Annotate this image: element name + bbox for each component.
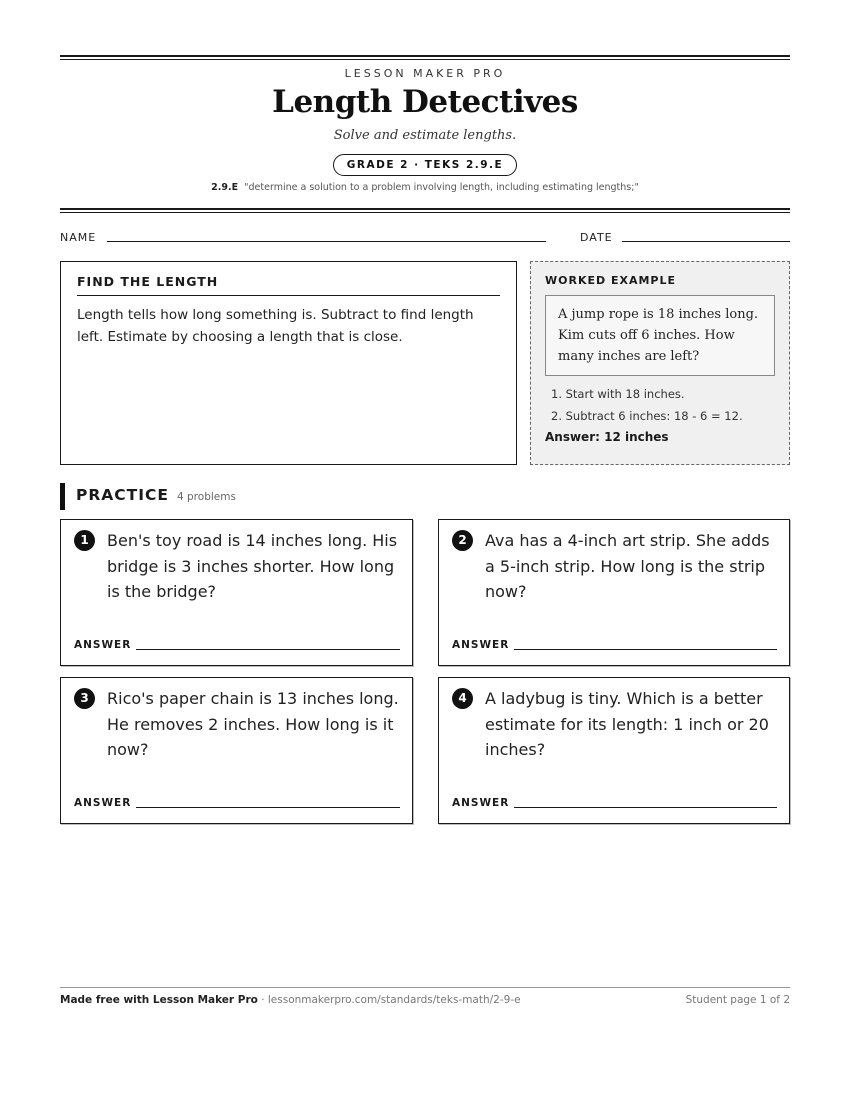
grade-badge-wrap xyxy=(60,153,790,176)
brand-name: LESSON MAKER PRO xyxy=(344,67,506,80)
worked-step: 2. Subtract 6 inches: 18 - 6 = 12. xyxy=(551,409,743,423)
problem-text: Ben's toy road is 14 inches long. His bridge is 3 inches shorter. How long is the bridge? xyxy=(107,531,398,601)
answer-label: ANSWER xyxy=(74,639,132,651)
problem-card xyxy=(60,677,413,824)
concept-box xyxy=(60,261,517,465)
top-double-rule xyxy=(60,55,790,60)
header-bottom-rule xyxy=(60,208,790,213)
date-label: DATE xyxy=(580,231,613,244)
footer-credit xyxy=(60,994,521,1006)
worked-example-problem: A jump rope is 18 inches long. Kim cuts off 6 inches. How many inches are left? xyxy=(545,295,775,376)
worksheet-subtitle: Solve and estimate lengths. xyxy=(333,128,517,143)
answer-label: ANSWER xyxy=(452,797,510,809)
practice-count: 4 problems xyxy=(177,491,236,503)
problem-number: 1 xyxy=(74,530,95,551)
problem-text: Ava has a 4-inch art strip. She adds a 5-inch strip. How long is the strip now? xyxy=(485,531,770,601)
worked-example-answer: Answer: 12 inches xyxy=(545,430,669,444)
answer-field[interactable] xyxy=(136,807,400,808)
worksheet-page xyxy=(60,0,790,1100)
concept-body: Length tells how long something is. Subtract to find length left. Estimate by choosing a length that is close. xyxy=(77,307,474,345)
answer-label: ANSWER xyxy=(74,797,132,809)
worked-step: 1. Start with 18 inches. xyxy=(551,387,685,401)
practice-heading: PRACTICE xyxy=(76,486,169,504)
worked-example-box xyxy=(530,261,790,465)
problem-text: A ladybug is tiny. Which is a better estimate for its length: 1 inch or 20 inches? xyxy=(485,689,769,759)
problem-card xyxy=(60,519,413,666)
worked-example-heading: WORKED EXAMPLE xyxy=(545,274,676,287)
footer-made-with: Made free with Lesson Maker Pro xyxy=(60,994,258,1006)
standard-code: 2.9.E xyxy=(211,182,239,193)
worksheet-title: Length Detectives xyxy=(272,84,578,120)
problem-text: Rico's paper chain is 13 inches long. He removes 2 inches. How long is it now? xyxy=(107,689,399,759)
worked-example-steps xyxy=(545,383,775,427)
standard-text: "determine a solution to a problem involving length, including estimating lengths;" xyxy=(244,182,639,193)
grade-badge: GRADE 2 · TEKS 2.9.E xyxy=(333,154,517,176)
name-field[interactable] xyxy=(107,241,546,242)
problem-number: 2 xyxy=(452,530,473,551)
concept-heading: FIND THE LENGTH xyxy=(77,274,500,296)
standard-line xyxy=(60,182,790,193)
footer-page-number: Student page 1 of 2 xyxy=(685,994,790,1006)
problem-number: 4 xyxy=(452,688,473,709)
footer-rule xyxy=(60,987,790,988)
problem-card xyxy=(438,519,790,666)
problem-card xyxy=(438,677,790,824)
practice-accent-bar xyxy=(60,483,65,510)
answer-field[interactable] xyxy=(514,649,777,650)
footer-url[interactable]: · lessonmakerpro.com/standards/teks-math/2-9-e xyxy=(257,994,521,1006)
answer-label: ANSWER xyxy=(452,639,510,651)
answer-field[interactable] xyxy=(514,807,777,808)
date-field[interactable] xyxy=(622,241,790,242)
name-label: NAME xyxy=(60,231,97,244)
answer-field[interactable] xyxy=(136,649,400,650)
problem-number: 3 xyxy=(74,688,95,709)
